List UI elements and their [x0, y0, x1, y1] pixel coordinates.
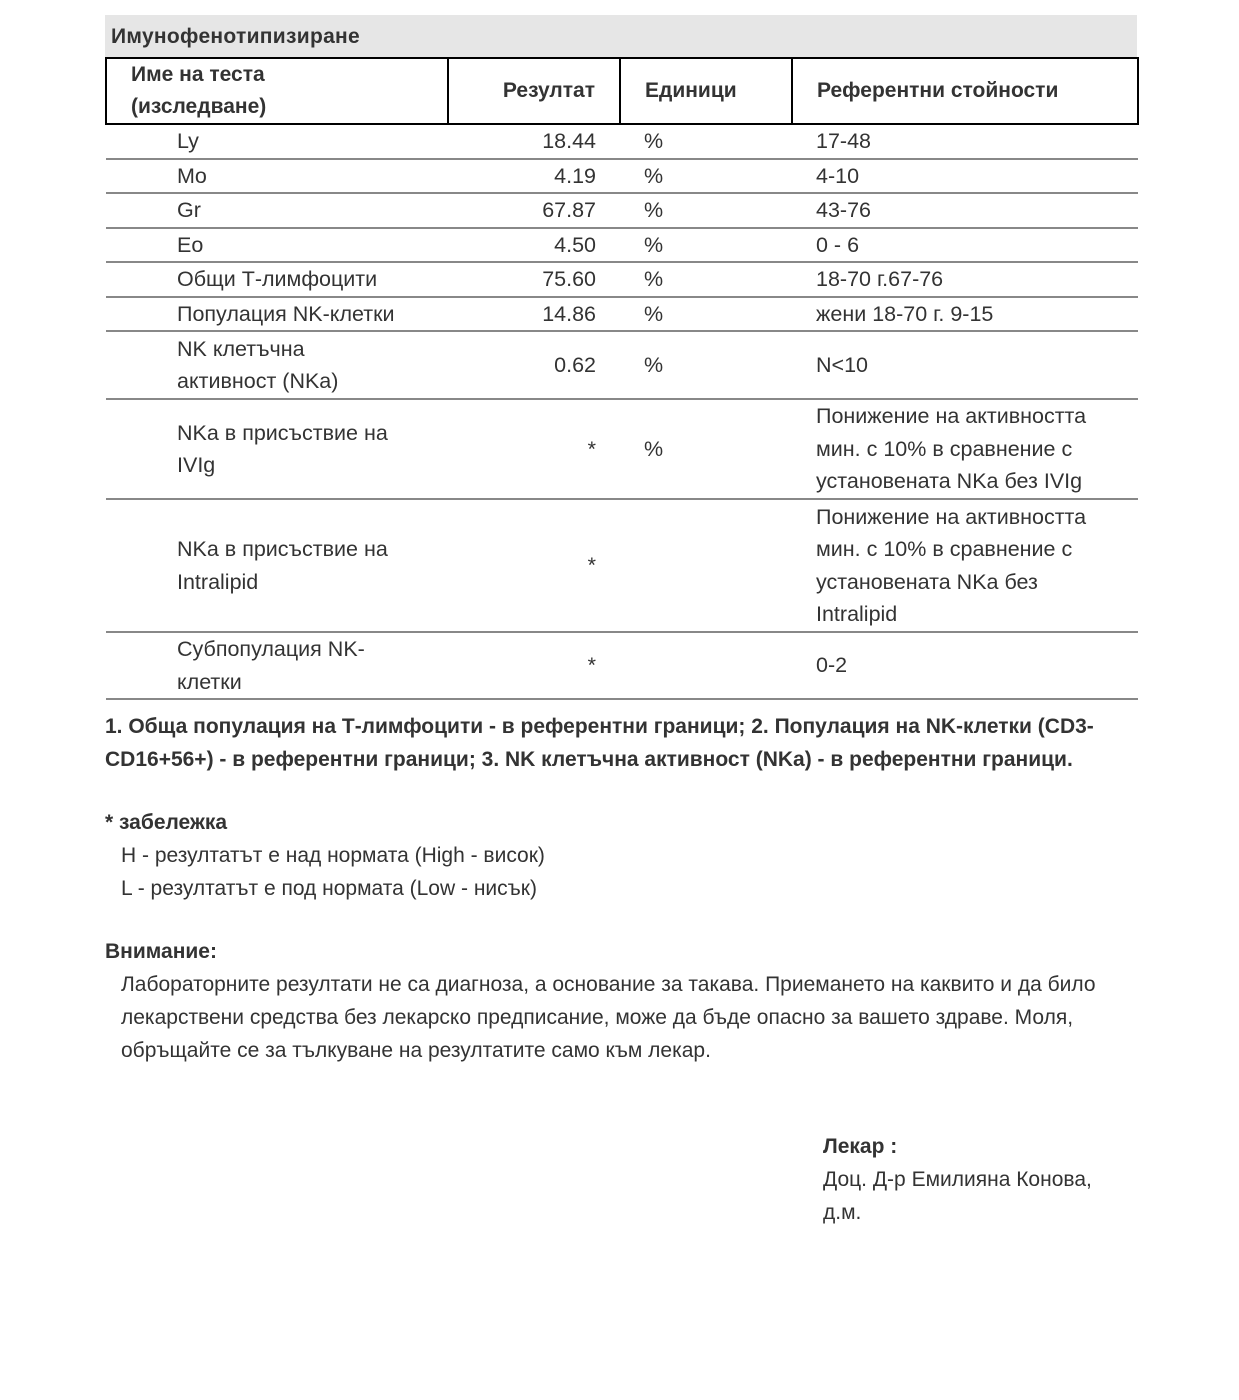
warning-text: Лабораторните резултати не са диагноза, а основание за такава. Приемането на каквито и да било лекарствени средства без лекарско предписание, може да бъде опасно за вашето здраве. Моля, обръщайте се за тълкуване на резултатите само към лекар. [121, 973, 1096, 1062]
test-unit: % [620, 331, 792, 399]
table-header-row [106, 58, 1138, 124]
test-reference: 0 - 6 [792, 228, 1138, 263]
test-result: 4.19 [448, 159, 620, 194]
test-unit: % [620, 193, 792, 228]
results-table [105, 57, 1139, 700]
test-name [106, 331, 448, 399]
test-unit: % [620, 159, 792, 194]
reference-line2: мин. с 10% в сравнение с [816, 436, 1073, 461]
test-result: 18.44 [448, 124, 620, 159]
warning-block [105, 935, 1137, 1067]
table-row [106, 228, 1138, 263]
section-title: Имунофенотипизиране [105, 15, 1137, 57]
test-reference: 4-10 [792, 159, 1138, 194]
table-row [106, 159, 1138, 194]
test-name [106, 499, 448, 632]
test-reference: 17-48 [792, 124, 1138, 159]
test-name-line2: клетки [177, 669, 242, 694]
reference-line4: Intralipid [816, 602, 898, 626]
table-row [106, 499, 1138, 632]
reference-line1: Понижение на активността [816, 504, 1087, 529]
test-name-line1: NK клетъчна [177, 336, 305, 361]
test-reference: 43-76 [792, 193, 1138, 228]
test-result: * [448, 499, 620, 632]
header-units: Единици [620, 58, 792, 124]
doctor-name: Доц. Д-р Емилияна Конова, [823, 1168, 1092, 1191]
header-test-name-line1: Име на теста [131, 63, 265, 86]
test-name-line1: NKa в присъствие на [177, 537, 388, 561]
table-row [106, 193, 1138, 228]
header-result: Резултат [448, 58, 620, 124]
test-result: 14.86 [448, 297, 620, 332]
note-low: L - резултатът е под нормата (Low - нисък) [121, 877, 537, 900]
reference-line2: мин. с 10% в сравнение с [816, 537, 1073, 561]
table-row [106, 632, 1138, 699]
test-reference: 18-70 г.67-76 [792, 262, 1138, 297]
test-name-line2: IVIg [177, 453, 216, 477]
test-name: Gr [106, 193, 448, 228]
test-result: 67.87 [448, 193, 620, 228]
table-row [106, 399, 1138, 499]
test-name [106, 632, 448, 699]
test-unit [620, 632, 792, 699]
test-unit [620, 499, 792, 632]
doctor-signature [823, 1130, 1092, 1229]
test-name: Ly [106, 124, 448, 159]
test-name-line1: NKa в присъствие на [177, 420, 388, 445]
note-title: * забележка [105, 811, 228, 834]
reference-line1: Понижение на активността [816, 404, 1087, 429]
test-reference [792, 499, 1138, 632]
reference-line3: установената NKa без IVIg [816, 469, 1083, 494]
warning-title: Внимание: [105, 940, 217, 963]
test-reference: N<10 [792, 331, 1138, 399]
test-name-line2: активност (NKa) [177, 369, 339, 393]
test-reference: жени 18-70 г. 9-15 [792, 297, 1138, 332]
table-row [106, 331, 1138, 399]
test-name-line2: Intralipid [177, 569, 259, 594]
test-unit: % [620, 228, 792, 263]
table-row [106, 297, 1138, 332]
test-result: 0.62 [448, 331, 620, 399]
test-result: * [448, 399, 620, 499]
header-test-name-line2: (изследване) [131, 95, 267, 118]
test-name: Популация NK-клетки [106, 297, 448, 332]
reference-line3: установената NKa без [816, 569, 1038, 594]
test-reference [792, 399, 1138, 499]
test-name: Eo [106, 228, 448, 263]
report-page [105, 15, 1137, 1067]
test-name: Mo [106, 159, 448, 194]
header-test-name [106, 58, 448, 124]
header-reference: Референтни стойности [792, 58, 1138, 124]
table-row [106, 262, 1138, 297]
test-reference: 0-2 [792, 632, 1138, 699]
test-unit: % [620, 297, 792, 332]
test-result: 75.60 [448, 262, 620, 297]
test-unit: % [620, 399, 792, 499]
table-row [106, 124, 1138, 159]
test-unit: % [620, 262, 792, 297]
results-summary: 1. Обща популация на Т-лимфоцити - в референтни граници; 2. Популация на NK-клетки (CD3-CD16+56+) - в референтни граници; 3. NK клетъчна активност (NKa) - в референтни граници. [105, 715, 1094, 771]
doctor-degree: д.м. [823, 1201, 862, 1224]
test-name: Общи Т-лимфоцити [106, 262, 448, 297]
doctor-title: Лекар : [823, 1135, 898, 1158]
test-result: 4.50 [448, 228, 620, 263]
test-name [106, 399, 448, 499]
test-name-line1: Субпопулация NK- [177, 637, 365, 661]
test-result: * [448, 632, 620, 699]
note-high: H - резултатът е над нормата (High - висок) [121, 844, 545, 867]
note-block [105, 806, 1137, 905]
test-unit: % [620, 124, 792, 159]
